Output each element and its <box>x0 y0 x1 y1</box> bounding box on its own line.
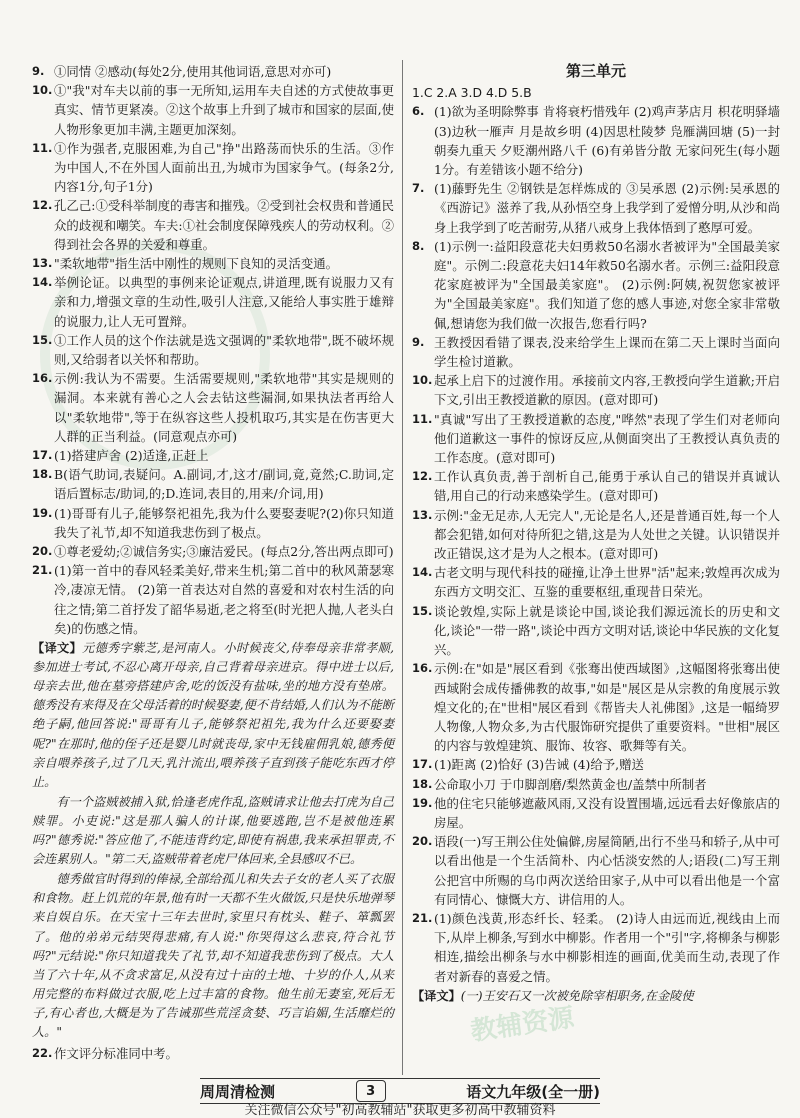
answer-item: 7. (1)藤野先生 ②钢铁是怎样炼成的 ③吴承恩 (2)示例:吴承恩的《西游记》滋养了我,从孙悟空身上我学到了爱憎分明,从沙和尚身上我学到了吃苦耐劳,从猪八戒身上我体悟到了憨厚可爱。 <box>412 181 780 235</box>
answer-item: 12. 工作认真负责,善于剖析自己,能勇于承认自己的错误并真诚认错,用自己的行动来感染学生。(意对即可) <box>412 469 780 504</box>
answer-item: 9. 王教授因看错了课表,没来给学生上课而在第二天上课时当面向学生检讨道歉。 <box>412 334 780 370</box>
unit-title: 第三单元 <box>565 62 626 80</box>
answer-item: 19. 他的住宅只能够遮蔽风雨,又没有设置围墙,远远看去好像旅店的房屋。 <box>412 795 780 830</box>
answer-item: 15. ①工作人员的这个作法就是选文强调的"柔软地带",既不破坏规则,又给弱者以关怀和帮助。 <box>32 332 394 368</box>
footer-book-title: 语文九年级(全一册) <box>466 1082 600 1101</box>
answer-item: 10. ①"我"对车夫以前的事一无所知,运用车夫自述的方式使故事更真实、情节更紧凑。②这个故事上升到了城市和国家的层面,使人物形象更加丰满,主题更加深刻。 <box>32 83 394 137</box>
bottom-note: 关注微信公众号"初高教辅站"获取更多初高中教辅资料 <box>244 1103 556 1118</box>
answer-item: 21. (1)第一首中的春风轻柔美好,带来生机;第二首中的秋风萧瑟寒冷,凄凉无情。 (2)第一首表达对自然的喜爱和对农村生活的向往之情;第二首抒发了韶华易逝,老之将至(时光把人抛,人老头白矣)的伤感之情。 <box>32 563 394 636</box>
translation-paragraph: 【译文】元德秀字紫芝,是河南人。小时候丧父,侍奉母亲非常孝顺,参加进士考试,不忍心离开母亲,自己背着母亲进京。得中进士以后,母亲去世,他在墓旁搭建庐舍,吃的饭没有盐味,坐的地方没有垫席。德秀没有来得及在父母活着的时候娶妻,便不肯结婚,人们认为不能断绝子嗣,他回答说:"哥哥有儿子,能够祭祀祖先,我为什么还要娶妻呢?"在那时,他的侄子还是婴儿时就丧母,家中无钱雇佣乳娘,德秀便亲自喂养孩子,过了几天,乳汁流出,喂养孩子直到孩子能吃东西才停止。 <box>32 641 394 789</box>
translation-paragraph: 有一个盗贼被捕入狱,恰逢老虎作乱,盗贼请求让他去打虎为自己赎罪。小吏说:"这是那人骗人的计谋,他要逃跑,岂不是被他连累吗?"德秀说:"答应他了,不能违背约定,即使有祸患,我来承担罪责,不会连累别人。"第二天,盗贼带着老虎尸体回来,全县感叹不已。 <box>32 794 394 867</box>
answer-item: 18. 公命取小刀 于巾脚剖磨/梨然黄金也/盖禁中所制者 <box>412 776 707 792</box>
answer-item: 10. 起承上启下的过渡作用。承接前文内容,王教授向学生道歉;开启下文,引出王教授道歉的原因。(意对即可) <box>412 373 780 408</box>
answer-item: 11. ①作为强者,克服困难,为自己"挣"出路荡而快乐的生活。③作为中国人,不在外国人面前出丑,为城市为国家争气。(每条2分,内容1分,句子1分) <box>32 140 394 195</box>
answer-item: 17. (1)距离 (2)恰好 (3)告诫 (4)给予,赠送 <box>412 757 644 773</box>
answer-item: 8. (1)示例一:益阳段意花夫妇勇救50名溺水者被评为"全国最美家庭"。示例二:段意花夫妇14年救50名溺水者。示例三:益阳段意花家庭被评为"全国最美家庭"。 (2)示例:阿姨,祝贺您家被评为"全国最美家庭"。我们知道了您的感人事迹,对您全家非常敬佩,想请您为我们做一次报告,您看行吗? <box>412 238 780 331</box>
answer-item: 18. B(语气助词,表疑问。A.副词,才,这才/副词,竟,竟然;C.助词,定语后置标志/助词,的;D.连词,表目的,用来/介词,用) <box>32 467 394 502</box>
answer-item: 11. "真诚"写出了王教授道歉的态度,"哗然"表现了学生们对老师向他们道歉这一事件的惊讶反应,从侧面突出了王教授认真负责的工作态度。(意对即可) <box>412 411 780 466</box>
answer-item: 14. 古老文明与现代科技的碰撞,让净土世界"活"起来;敦煌再次成为东西方文明交汇、互鉴的重要枢纽,重现昔日荣光。 <box>412 565 780 600</box>
answer-item: 9. ①同情 ②感动(每处2分,使用其他词语,意思对亦可) <box>32 64 332 79</box>
choice-answers: 1.C 2.A 3.D 4.D 5.B <box>412 85 532 101</box>
answer-item: 16. 示例:在"如是"展区看到《张骞出使西域图》,这幅图将张骞出使西域附会成传播佛教的故事,"如是"展区是从宗教的角度展示敦煌文化的;在"世相"展区看到《帮皆夫人礼佛图》,这是一幅绮罗人物像,人物众多,为古代服饰研究提供了重要资料。"世相"展区的内容与敦煌建筑、服饰、妆容、歌舞等有关。 <box>412 661 780 754</box>
answer-item: 13. "柔软地带"指生活中刚性的规则下良知的灵活变通。 <box>32 256 338 272</box>
watermark: 教辅资源 <box>468 1002 577 1047</box>
answer-item: 20. 语段(一)写王荆公住处偏僻,房屋简陋,出行不坐马和轿子,从中可以看出他是一个生活简朴、内心恬淡安然的人;语段(二)写王荆公把宫中所赐的乌巾两次送给田家子,从中可以看出他是一个富有同情心、慷慨大方、讲信用的人。 <box>412 834 780 907</box>
left-column <box>32 62 394 1063</box>
page-number: 3 <box>356 1080 386 1102</box>
answer-item: 16. 示例:我认为不需要。生活需要规则,"柔软地带"其实是规则的漏洞。本来就有善心之人会去钻这些漏洞,如果执法者再给人以"柔软地带",等于在纵容这些人投机取巧,其实是在伤害更大人群的正当利益。(同意观点亦可) <box>32 371 394 444</box>
answer-item: 15. 谈论敦煌,实际上就是谈论中国,谈论我们源远流长的历史和文化,谈论"一带一路",谈论中西方文明对话,谈论中华民族的文化复兴。 <box>412 603 780 658</box>
answer-item: 21. (1)颜色浅黄,形态纤长、轻柔。 (2)诗人由远而近,视线由上而下,从岸上柳条,写到水中柳影。作者用一个"引"字,将柳条与柳影相连,描绘出柳条与水中柳影相连的画面,优美而生动,表现了作者对新春的喜爱之情。 <box>412 910 780 984</box>
answer-item: 6. (1)欲为圣明除弊事 肯将衰朽惜残年 (2)鸡声茅店月 枳花明驿墙 (3)边秋一雁声 月是故乡明 (4)因思杜陵梦 凫雁满回塘 (5)一封朝奏九重天 夕贬潮州路八千 (6)有弟皆分散 无家问死生(每小题1分。有差错该小题不给分) <box>412 104 780 178</box>
answer-item: 17. (1)搭建庐舍 (2)适逢,正赶上 <box>32 448 209 464</box>
translation-paragraph: 德秀做官时得到的俸禄,全部给孤儿和失去子女的老人买了衣服和食物。赶上饥荒的年景,他有时一天都不生火做饭,只是快乐地弹琴来自娱自乐。在天宝十三年去世时,家里只有枕头、鞋子、箪瓢罢了。他的弟弟元结哭得悲痛,有人说:"你哭得这么悲哀,符合礼节吗?"元结说:"你只知道我失了礼节,却不知道我悲伤到了极点。大人当了六十年,从不贪求富足,从没有过十亩的土地、十岁的仆人,从来用完整的布料做过衣服,吃上过丰富的食物。他生前无妻室,死后无子,有心者也,大概是为了告诫那些荒淫贪婪、巧言谄媚,生活靡烂的人。" <box>32 872 394 1039</box>
footer-series-title: 周周清检测 <box>200 1082 276 1101</box>
translation-paragraph: 【译文】(一)王安石又一次被免除宰相职务,在金陵使 <box>412 988 694 1003</box>
column-divider <box>402 60 403 1075</box>
answer-item: 20. ①尊老爱幼;②诚信务实;③廉洁爱民。(每点2分,答出两点即可) <box>32 544 394 560</box>
answer-item: 12. 孔乙己:①受科举制度的毒害和摧残。②受到社会权贵和普通民众的歧视和嘲笑。车夫:①社会制度保障残疾人的劳动权利。②得到社会各界的关爱和尊重。 <box>32 198 394 252</box>
answer-item: 22. 作文评分标准同中考。 <box>32 1046 178 1062</box>
right-column <box>412 62 780 1006</box>
answer-item: 19. (1)哥哥有儿子,能够祭祀祖先,我为什么要娶妻呢?(2)你只知道我失了礼节,却不知道我悲伤到了极点。 <box>32 505 394 540</box>
answer-item: 13. 示例:"金无足赤,人无完人",无论是名人,还是普通百姓,每一个人都会犯错,如何对待所犯之错,这是为人处世之关键。认识错误并改正错误,这才是为人之根本。(意对即可) <box>412 507 780 562</box>
answer-item: 14. 举例论证。以典型的事例来论证观点,讲道理,既有说服力又有亲和力,增强文章的生动性,吸引人注意,又能给人事实胜于雄辩的说服力,让人无可置辩。 <box>32 275 394 329</box>
